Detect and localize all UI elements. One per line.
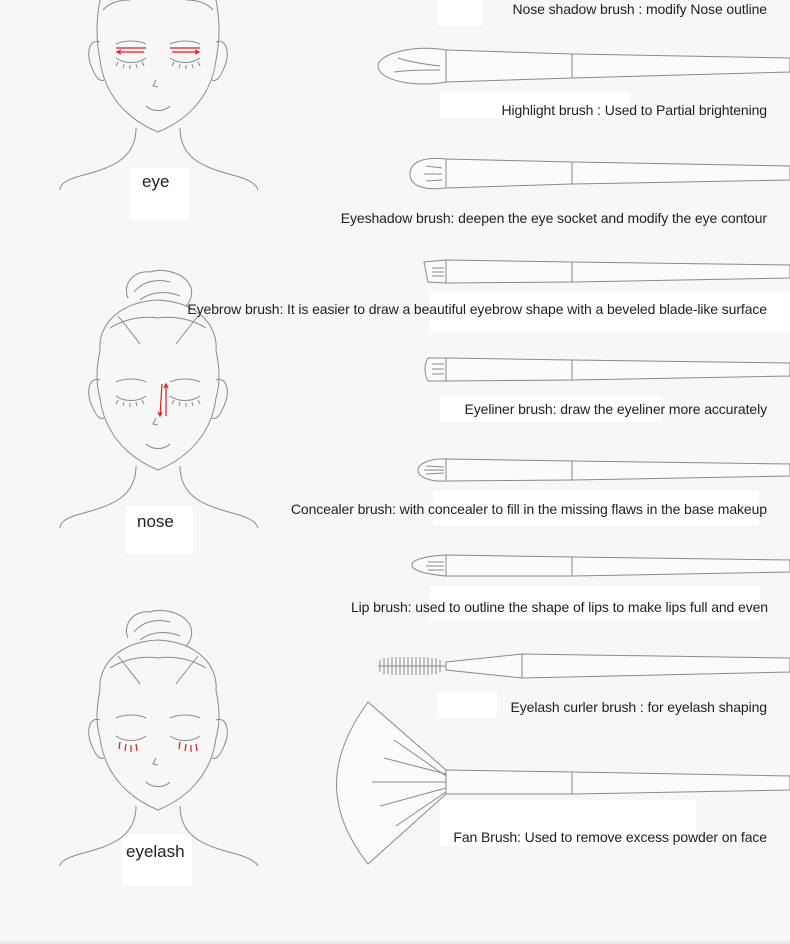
caption-eyeshadow-brush: Eyeshadow brush: deepen the eye socket and modify the eye contour — [340, 210, 767, 226]
caption-lip-brush: Lip brush: used to outline the shape of lips to make lips full and even — [350, 599, 768, 615]
face-label-eyelash: eyelash — [126, 842, 185, 861]
brush-nose-shadow — [378, 48, 790, 84]
face-label-nose: nose — [137, 512, 174, 531]
caption-highlight-brush: Highlight brush : Used to Partial brightening — [501, 102, 767, 118]
brush-eyeshadow — [424, 260, 790, 283]
caption-fan-brush: Fan Brush: Used to remove excess powder on face — [453, 829, 767, 845]
caption-nose-shadow-brush: Nose shadow brush : modify Nose outline — [512, 1, 767, 17]
caption-eyelash-curler-brush: Eyelash curler brush : for eyelash shaping — [510, 699, 767, 715]
face-label-eye: eye — [142, 172, 170, 191]
caption-eyebrow-brush: Eyebrow brush: It is easier to draw a beautiful eyebrow shape with a beveled blade-like surface — [187, 301, 767, 317]
face-eye-illustration — [60, 0, 258, 190]
caption-concealer-brush: Concealer brush: with concealer to fill in the missing flaws in the base makeup — [290, 501, 767, 517]
brush-eyebrow — [425, 358, 790, 381]
brush-lip — [378, 654, 790, 678]
brush-eyeliner — [418, 459, 790, 481]
caption-eyeliner-brush: Eyeliner brush: draw the eyeliner more accurately — [464, 401, 767, 417]
brush-highlight — [410, 158, 790, 188]
face-eyelash-illustration — [60, 610, 258, 866]
brush-concealer — [412, 555, 790, 576]
